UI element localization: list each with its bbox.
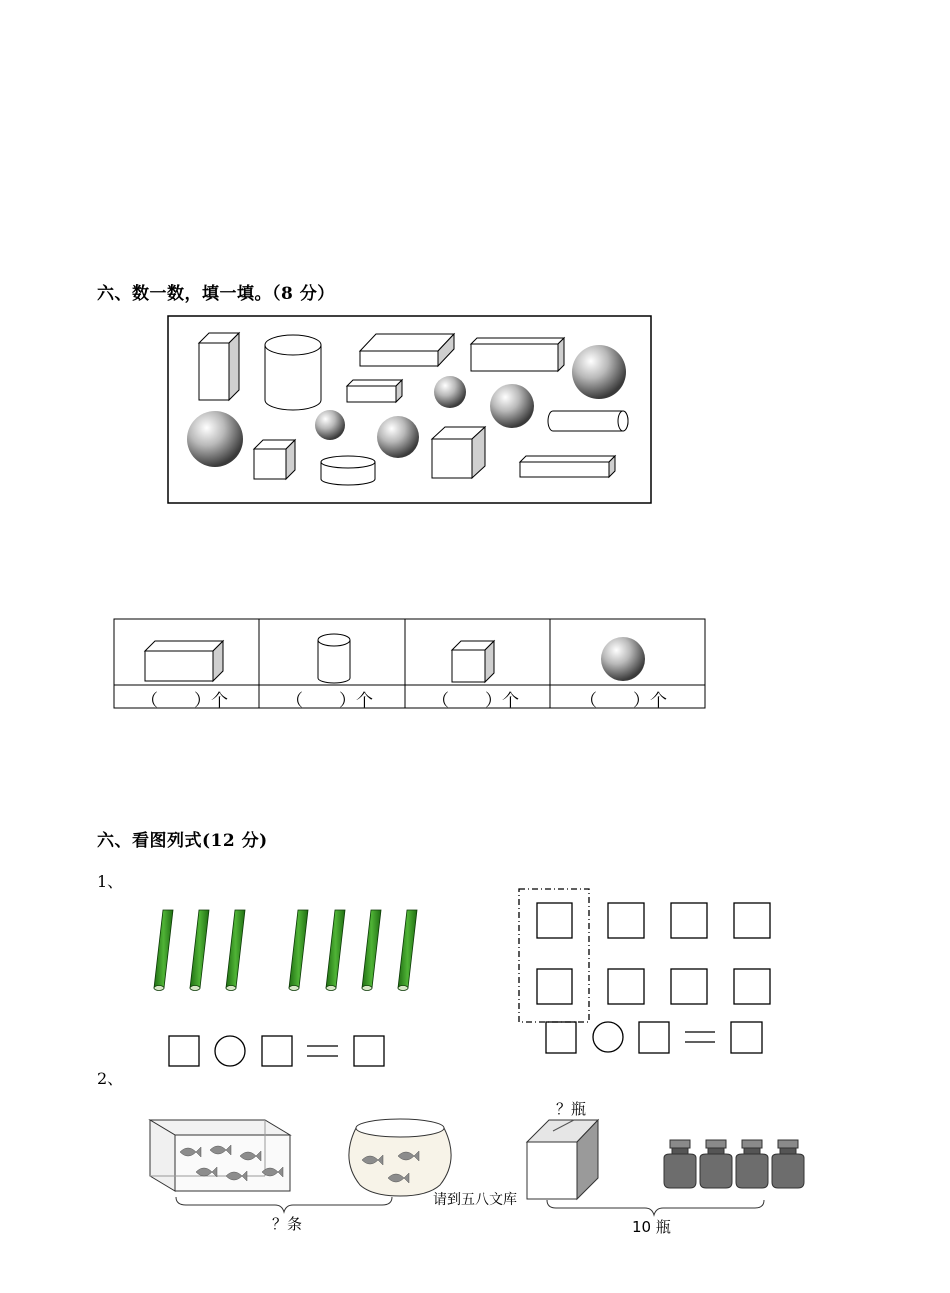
squares-grid <box>537 903 770 1004</box>
table-cylinder-icon <box>318 634 350 683</box>
flat-cuboid-shape-1 <box>360 334 454 366</box>
question-2-label: 2、 <box>97 1069 124 1088</box>
cylinder-shape-lying <box>548 411 628 431</box>
bottle-icon <box>664 1140 696 1188</box>
green-stick <box>362 910 381 991</box>
question-1-label: 1、 <box>97 872 124 891</box>
sphere-shape-6 <box>377 416 419 458</box>
open-paren: （ <box>580 691 597 711</box>
answer-box <box>169 1036 199 1066</box>
cube-shape-large <box>432 427 485 478</box>
answer-box <box>354 1036 384 1066</box>
unit-label: ）个 <box>194 691 228 711</box>
open-paren: （ <box>432 691 449 711</box>
open-paren: （ <box>141 691 158 711</box>
answer-box <box>546 1022 576 1053</box>
sphere-shape-1 <box>572 345 626 399</box>
unit-label: ）个 <box>633 691 667 711</box>
answer-cell-cylinder[interactable] <box>286 686 373 711</box>
answer-cell-cube[interactable] <box>432 686 519 711</box>
green-stick <box>190 910 209 991</box>
table-sphere-icon <box>601 637 645 681</box>
box-unknown-label: ？瓶 <box>556 1100 587 1118</box>
sphere-shape-4 <box>187 411 243 467</box>
small-cuboid-shape <box>347 380 402 402</box>
equation-right <box>546 1022 762 1053</box>
green-stick <box>398 910 417 991</box>
answer-cell-cuboid[interactable] <box>141 686 228 711</box>
watermark-text: 请到五八文库 <box>433 1192 517 1208</box>
unit-label: ）个 <box>485 691 519 711</box>
section-heading-count: 六、数一数，填一填。（8 分） <box>97 284 335 304</box>
green-sticks-group <box>154 910 417 991</box>
answer-box <box>262 1036 292 1066</box>
operator-circle <box>593 1022 623 1052</box>
brace-left <box>176 1197 392 1212</box>
section-heading-equation: 六、看图列式(12 分) <box>97 831 268 851</box>
brace-right <box>547 1200 764 1215</box>
cylinder-shape-short <box>321 456 375 485</box>
flat-cuboid-shape-2 <box>520 456 615 477</box>
answer-box <box>639 1022 669 1053</box>
table-cube-icon <box>452 641 494 682</box>
open-paren: （ <box>286 691 303 711</box>
long-cuboid-shape <box>471 338 564 371</box>
unknown-box <box>527 1120 598 1199</box>
bottle-icon <box>736 1140 768 1188</box>
fish-tank <box>150 1120 290 1191</box>
green-stick <box>289 910 308 991</box>
bottles-group <box>664 1140 804 1188</box>
green-stick <box>326 910 345 991</box>
sphere-shape-2 <box>434 376 466 408</box>
bottle-icon <box>772 1140 804 1188</box>
unit-label: ）个 <box>339 691 373 711</box>
answer-box <box>731 1022 762 1053</box>
equation-left <box>169 1036 384 1066</box>
answer-cell-sphere[interactable] <box>580 686 667 711</box>
fish-count-caption: ？条 <box>272 1215 303 1233</box>
operator-circle <box>215 1036 245 1066</box>
bottles-total-caption: 10 瓶 <box>632 1218 671 1236</box>
cube-shape-small <box>254 440 295 479</box>
bottle-icon <box>700 1140 732 1188</box>
table-cuboid-icon <box>145 641 223 681</box>
green-stick <box>226 910 245 991</box>
tall-cuboid-shape <box>199 333 239 400</box>
cylinder-shape-large <box>265 335 321 410</box>
sphere-shape-3 <box>490 384 534 428</box>
green-stick <box>154 910 173 991</box>
sphere-shape-5 <box>315 410 345 440</box>
dashdot-group-frame <box>519 889 589 1022</box>
